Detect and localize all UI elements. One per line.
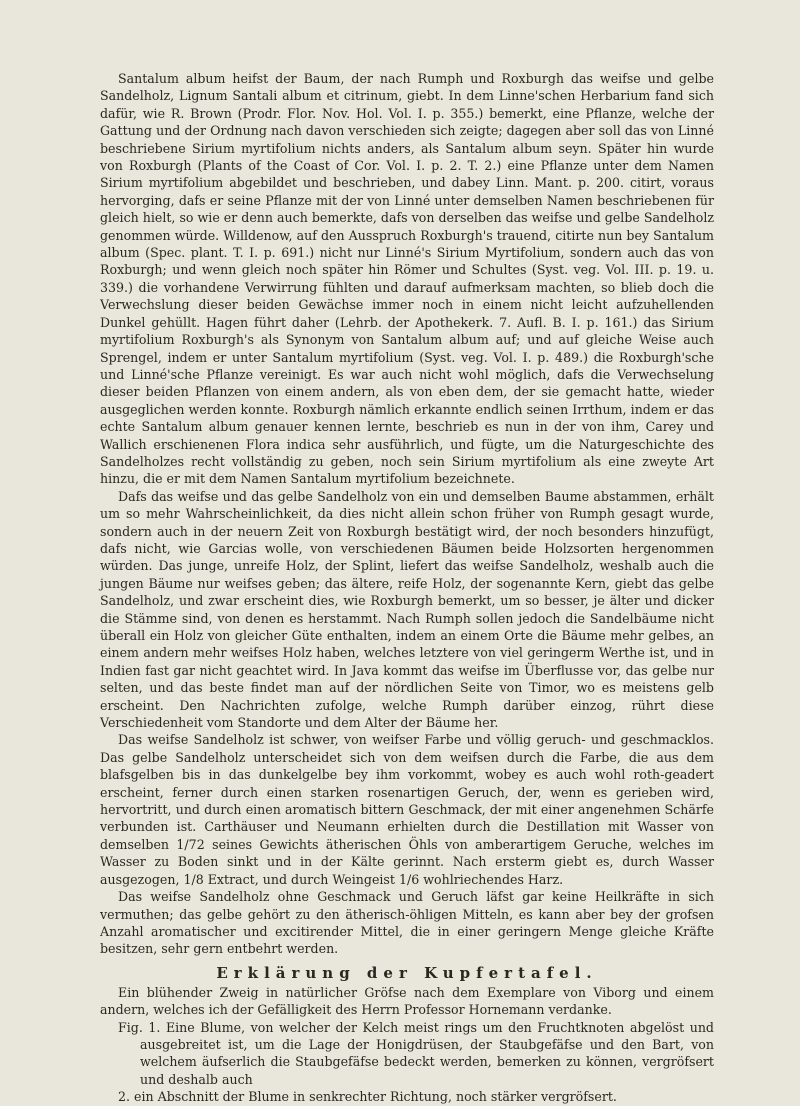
- paragraph-wood-origin: Dafs das weifse und das gelbe Sandelholz von ein und demselben Baume abstammen, erhält um so mehr Wahrscheinlichkeit, da dies nicht allein schon früher von Rumph gesagt wurde, sondern auch in der neuern Zeit von Roxburgh bestätigt wird, der noch besonders hinzufügt, dafs nicht, wie Garcias wolle, von verschiedenen Bäumen beide Holzsorten hergenommen würden. Das junge, unreife Holz, der Splint, liefert das weifse Sandelholz, weshalb auch die jungen Bäume nur weifses geben; das ältere, reife Holz, der sogenannte Kern, giebt das gelbe Sandelholz, und zwar erscheint dies, wie Roxburgh bemerkt, um so besser, je älter und dicker die Stämme sind, von denen es herstammt. Nach Rumph sollen jedoch die Sandelbäume nicht überall ein Holz von gleicher Güte enthalten, indem an einem Orte die Bäume mehr gelbes, an einem andern mehr weifses Holz haben, welches letztere von viel geringerm Werthe ist, und in Indien fast gar nicht geachtet wird. In Java kommt das weifse im Überflusse vor, das gelbe nur selten, und das beste findet man auf der nördlichen Seite von Timor, wo es meistens gelb erscheint. Den Nachrichten zufolge, welche Rumph darüber einzog, rührt diese Verschiedenheit vom Standorte und dem Alter der Bäume her.: [100, 488, 714, 731]
- figure-caption-1: Fig. 1. Eine Blume, von welcher der Kelch meist rings um den Fruchtknoten abgelöst und ausgebreitet ist, um die Lage der Honigdrüsen, der Staubgefäfse und den Bart, von welchem äufserlich die Staubgefäfse bedeckt werden, bemerken zu können, vergröfsert und deshalb auch: [118, 1019, 714, 1087]
- figure-caption-2: 2. ein Abschnitt der Blume in senkrechter Richtung, noch stärker vergröfsert.: [118, 1089, 617, 1105]
- section-heading: Erklärung der Kupfertafel.: [216, 963, 598, 982]
- paragraph-wood-properties: Das weifse Sandelholz ist schwer, von weifser Farbe und völlig geruch- und geschmacklos. Das gelbe Sandelholz unterscheidet sich von dem weifsen durch die Farbe, die aus dem blafsgelben bis in das dunkelgelbe bey ihm vorkommt, wobey es auch wohl roth-geadert erscheint, ferner durch einen starken rosenartigen Geruch, der, wenn es gerieben wird, hervortritt, und durch einen aromatisch bittern Geschmack, der mit einer angenehmen Schärfe verbunden ist. Carthäuser und Neumann erhielten durch die Destillation mit Wasser von demselben 1/72 seines Gewichts ätherischen Öhls von amberartigem Geruche, welches im Wasser zu Boden sinkt und in der Kälte gerinnt. Nach ersterm giebt es, durch Wasser ausgezogen, 1/8 Extract, und durch Weingeist 1/6 wohlriechendes Harz.: [100, 732, 714, 887]
- paragraph-plate-explanation: Ein blühender Zweig in natürlicher Gröfse nach dem Exemplare von Viborg und einem andern, welches ich der Gefälligkeit des Herrn Professor Hornemann verdanke.: [100, 984, 714, 1018]
- paragraph-medicinal-use: Das weifse Sandelholz ohne Geschmack und Geruch läfst gar keine Heilkräfte in sich vermuthen; das gelbe gehört zu den ätherisch-öhligen Mitteln, es kann aber bey der grofsen Anzahl aromatischer und excitirender Mittel, die in einer geringern Menge gleiche Kräfte besitzen, sehr gern entbehrt werden.: [100, 889, 714, 957]
- paragraph-santalum-nomenclature: Santalum album heifst der Baum, der nach Rumph und Roxburgh das weifse und gelbe Sandelholz, Lignum Santali album et citrinum, giebt. In dem Linne'schen Herbarium fand sich dafür, wie R. Brown (Prodr. Flor. Nov. Hol. Vol. I. p. 355.) bemerkt, eine Pflanze, welche der Gattung und der Ordnung nach davon verschieden sich zeigte; dagegen aber soll das von Linné beschriebene Sirium myrtifolium nichts anders, als Santalum album seyn. Später hin wurde von Roxburgh (Plants of the Coast of Cor. Vol. I. p. 2. T. 2.) eine Pflanze unter dem Namen Sirium myrtifolium abgebildet und beschrieben, und dabey Linn. Mant. p. 200. citirt, voraus hervorging, dafs er seine Pflanze mit der von Linné unter demselben Namen beschriebenen für gleich hielt, so wie er denn auch bemerkte, dafs von derselben das weifse und gelbe Sandelholz genommen würde. Willdenow, auf den Ausspruch Roxburgh's trauend, citirte nun bey Santalum album (Spec. plant. T. I. p. 691.) nicht nur Linné's Sirium Myrtifolium, sondern auch das von Roxburgh; und wenn gleich noch später hin Römer und Schultes (Syst. veg. Vol. III. p. 19. u. 339.) die vorhandene Verwirrung fühlten und darauf aufmerksam machten, so blieb doch die Verwechslung dieser beiden Gewächse immer noch in einem nicht leicht aufzuhellenden Dunkel gehüllt. Hagen führt daher (Lehrb. der Apothekerk. 7. Aufl. B. I. p. 161.) das Sirium myrtifolium Roxburgh's als Synonym von Santalum album auf; und auf gleiche Weise auch Sprengel, indem er unter Santalum myrtifolium (Syst. veg. Vol. I. p. 489.) die Roxburgh'sche und Linné'sche Pflanze vereinigt. Es war auch nicht wohl möglich, dafs die Verwechselung dieser beiden Pflanzen von einem andern, als von eben dem, der sie gemacht hatte, wieder ausgeglichen werden konnte. Roxburgh nämlich erkannte endlich seinen Irrthum, indem er das echte Santalum album genauer kennen lernte, beschrieb es nun in der von ihm, Carey und Wallich erschienenen Flora indica sehr ausführlich, und fügte, um die Naturgeschichte des Sandelholzes recht vollständig zu geben, noch sein Sirium myrtifolium als eine zweyte Art hinzu, die er mit dem Namen Santalum myrtifolium bezeichnete.: [100, 71, 714, 487]
